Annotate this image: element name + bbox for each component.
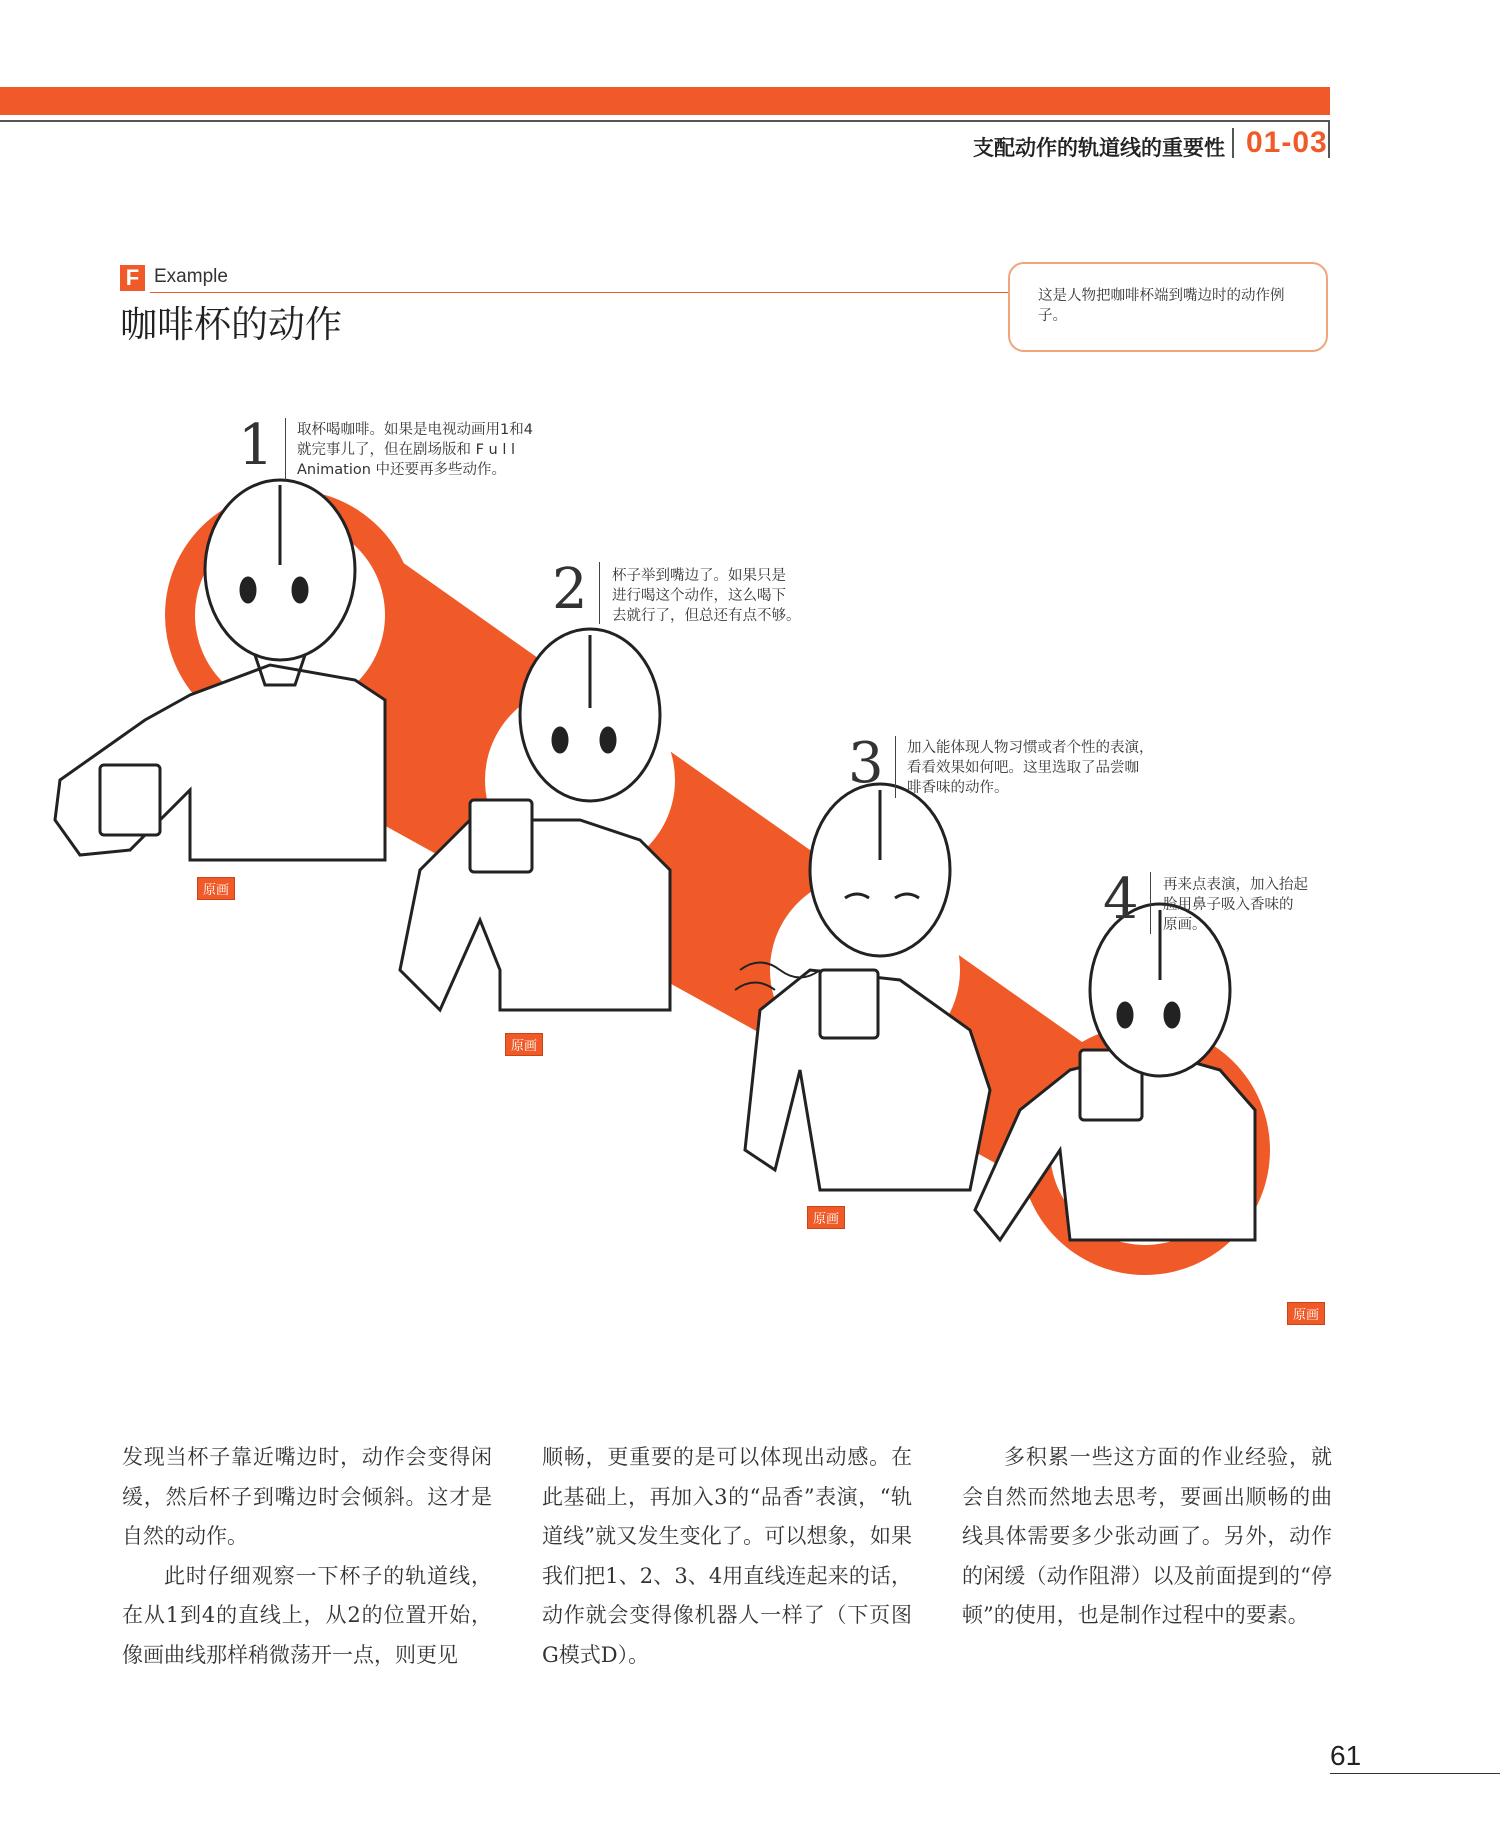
cup-3 (820, 970, 878, 1038)
step-1-rule (285, 418, 286, 480)
cup-1 (100, 765, 160, 835)
step-2-caption (612, 566, 872, 626)
body-column-2 (542, 1438, 912, 1675)
step-2-line-2: 进行喝这个动作，这么喝下 (612, 588, 786, 604)
header-rule (0, 120, 1330, 122)
body-col3-para-1: 多积累一些这方面的作业经验，就会自然而然地去思考，要画出顺畅的曲线具体需要多少张动画了。另外，动作的闲缓（动作阻滞）以及前面提到的“停顿”的使用，也是制作过程中的要素。 (962, 1445, 1332, 1627)
genga-label-2: 原画 (505, 1033, 543, 1056)
body-column-1 (122, 1438, 492, 1675)
header-right-rule (1328, 122, 1330, 158)
step-3-line-1: 加入能体现人物习惯或者个性的表演， (907, 740, 1154, 756)
page-number: 61 (1330, 1740, 1362, 1771)
step-2-line-1: 杯子举到嘴边了。如果只是 (612, 568, 786, 584)
section-title: 支配动作的轨道线的重要性 (973, 136, 1225, 160)
step-1-caption (297, 420, 597, 480)
step-2-line-3: 去就行了，但总还有点不够。 (612, 608, 801, 624)
example-label: Example (154, 266, 228, 287)
body-col2-para-1: 顺畅，更重要的是可以体现出动感。在此基础上，再加入3的“品香”表演，“轨道线”就又发生变化了。可以想象，如果我们把1、2、3、4用直线连起来的话，动作就会变得像机器人一样了（下页图G模式D）。 (542, 1445, 912, 1667)
example-badge: F (120, 265, 145, 291)
cup-2 (470, 800, 532, 872)
header-color-band (0, 87, 1330, 115)
genga-label-4: 原画 (1287, 1302, 1325, 1325)
step-1-line-2: 就完事儿了，但在剧场版和 F u l l (297, 442, 516, 458)
step-4-line-2: 脸用鼻子吸入香味的 (1163, 897, 1294, 913)
section-code: 01-03 (1246, 126, 1328, 159)
example-note-text: 这是人物把咖啡杯端到嘴边时的动作例子。 (1038, 288, 1285, 324)
page-number-rule (1330, 1773, 1500, 1774)
step-3-line-3: 啡香味的动作。 (907, 780, 1009, 796)
body-col1-para-2: 此时仔细观察一下杯子的轨道线，在从1到4的直线上，从2的位置开始，像画曲线那样稍微荡开一点，则更见 (122, 1563, 492, 1667)
step-3-number: 3 (848, 731, 884, 796)
example-title: 咖啡杯的动作 (120, 303, 342, 346)
example-rule (150, 292, 1010, 293)
step-4-rule (1150, 872, 1151, 934)
step-4-caption (1163, 875, 1333, 935)
header-divider (1232, 128, 1234, 158)
step-4-line-3: 原画。 (1163, 917, 1207, 933)
genga-label-3: 原画 (807, 1206, 845, 1229)
genga-label-1: 原画 (197, 877, 235, 900)
step-2-rule (599, 562, 600, 624)
step-3-line-2: 看看效果如何吧。这里选取了品尝咖 (907, 760, 1139, 776)
step-1-number: 1 (238, 413, 274, 478)
body-col1-para-1: 发现当杯子靠近嘴边时，动作会变得闲缓，然后杯子到嘴边时会倾斜。这才是自然的动作。 (122, 1445, 492, 1548)
step-3-caption (907, 738, 1207, 798)
body-column-3 (962, 1438, 1332, 1636)
step-2-number: 2 (552, 557, 588, 622)
example-note-box (1008, 262, 1328, 352)
step-1-line-3: Animation 中还要再多些动作。 (297, 462, 507, 478)
step-4-line-1: 再来点表演，加入抬起 (1163, 877, 1308, 893)
step-1-line-1: 取杯喝咖啡。如果是电视动画用1和4 (297, 422, 533, 438)
step-3-rule (895, 736, 896, 798)
step-4-number: 4 (1103, 867, 1139, 932)
